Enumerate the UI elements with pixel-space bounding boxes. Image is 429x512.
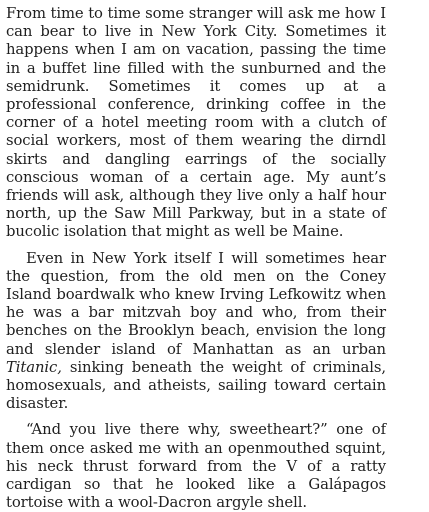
paragraph-2 (6, 250, 386, 414)
paragraph-2-text-start: Even in New York itself I will sometimes hear the question, from the old men on the Coney Island boardwalk who knew Irving Lefkowitz when he was a bar mitzvah boy and who, from their benches on the Brooklyn beach, envision the long and slender island of Manhattan as an urban (6, 249, 386, 358)
document-page (6, 5, 386, 512)
paragraph-1 (6, 5, 386, 242)
paragraph-3-text: “And you live there why, sweetheart?” one of them once asked me with an openmouthed squint, his neck thrust forward from the V of a ratty cardigan so that he looked like a Galápagos tortoise with a wool-Dacron argyle shell. (6, 421, 386, 512)
paragraph-1-text: From time to time some stranger will ask me how I can bear to live in New York City. Sometimes it happens when I am on vacation, passing the time in a buffet line filled with the sunburned and the semidrunk. Sometimes it comes up at a professional conference, drinking coffee in the corner of a hotel meeting room with a clutch of social workers, most of them wearing the dirndl skirts and dangling earrings of the socially conscious woman of a certain age. My aunt’s friends will ask, although they live only a half hour north, up the Saw Mill Parkway, but in a state of bucolic isolation that might as well be Maine. (6, 5, 386, 241)
paragraph-3 (6, 421, 386, 512)
paragraph-2-text-end: sinking beneath the weight of criminals, homosexuals, and atheists, sailing toward certain disaster. (6, 358, 386, 413)
titanic-italic-text: Titanic, (6, 358, 62, 376)
